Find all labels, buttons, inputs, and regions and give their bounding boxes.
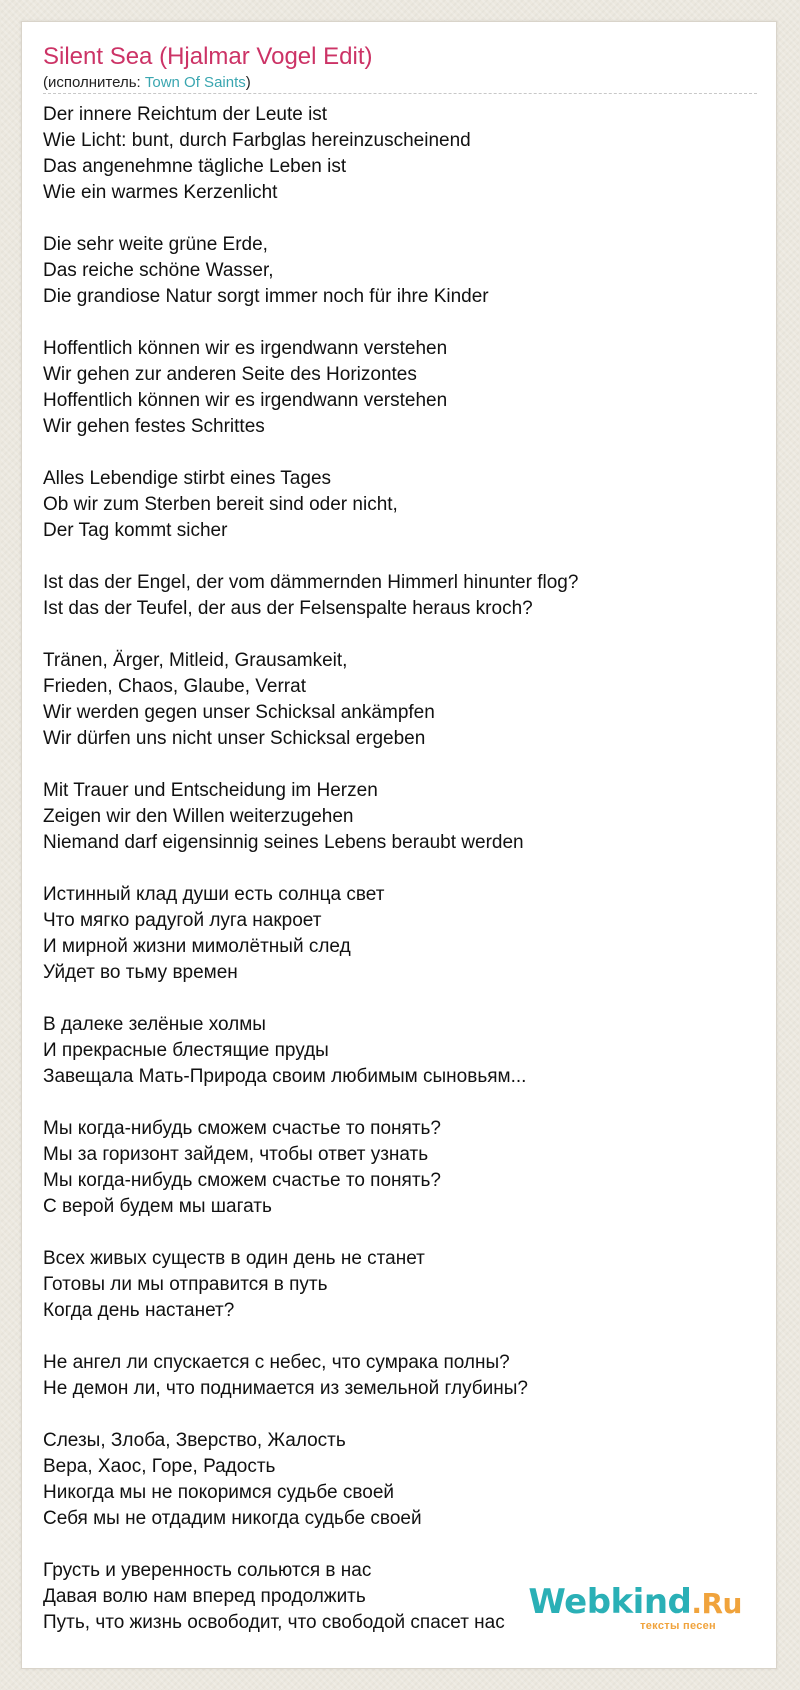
lyric-line: Tränen, Ärger, Mitleid, Grausamkeit,	[43, 650, 348, 671]
lyric-line: Не демон ли, что поднимается из земельной глубины?	[43, 1378, 528, 1399]
lyrics-card	[21, 21, 777, 1669]
title-divider	[43, 93, 757, 94]
lyric-line: Wir gehen zur anderen Seite des Horizontes	[43, 364, 417, 385]
stanza	[43, 648, 743, 752]
stanza	[43, 336, 743, 440]
lyric-line: Грусть и уверенность сольются в нас	[43, 1560, 372, 1581]
lyric-line: Wir werden gegen unser Schicksal ankämpfen	[43, 702, 435, 723]
stanza	[43, 1116, 743, 1220]
logo-tagline: тексты песен	[640, 1620, 716, 1632]
lyric-line: Die sehr weite grüne Erde,	[43, 234, 268, 255]
stanza	[43, 1246, 743, 1324]
stanza	[43, 1428, 743, 1532]
lyric-line: Слезы, Злоба, Зверство, Жалость	[43, 1430, 346, 1451]
lyric-line: Wie Licht: bunt, durch Farbglas hereinzuscheinend	[43, 130, 471, 151]
lyric-line: Путь, что жизнь освободит, что свободой спасет нас	[43, 1612, 505, 1633]
lyric-line: Alles Lebendige stirbt eines Tages	[43, 468, 332, 489]
stanza	[43, 778, 743, 856]
lyric-line: Das reiche schöne Wasser,	[43, 260, 274, 281]
logo-name: Webkind	[528, 1582, 692, 1622]
stanza	[43, 570, 743, 622]
performer-prefix: (исполнитель:	[43, 74, 145, 91]
performer-suffix: )	[245, 74, 251, 91]
lyric-line: Никогда мы не покоримся судьбе своей	[43, 1482, 395, 1503]
lyric-line: Hoffentlich können wir es irgendwann verstehen	[43, 390, 448, 411]
lyric-line: Wir gehen festes Schrittes	[43, 416, 265, 437]
lyric-line: Zeigen wir den Willen weiterzugehen	[43, 806, 354, 827]
lyric-line: Niemand darf eigensinnig seines Lebens beraubt werden	[43, 832, 524, 853]
lyric-line: Hoffentlich können wir es irgendwann verstehen	[43, 338, 448, 359]
lyric-line: С верой будем мы шагать	[43, 1196, 272, 1217]
lyric-line: Уйдет во тьму времен	[43, 962, 238, 983]
lyric-line: Frieden, Chaos, Glaube, Verrat	[43, 676, 306, 697]
logo-tld: .Ru	[691, 1587, 742, 1620]
lyric-line: Ist das der Engel, der vom dämmernden Himmerl hinunter flog?	[43, 572, 579, 593]
lyric-line: Wir dürfen uns nicht unser Schicksal ergeben	[43, 728, 426, 749]
lyrics-text	[43, 102, 743, 1662]
lyric-line: Готовы ли мы отправится в путь	[43, 1274, 328, 1295]
lyric-line: Вера, Хаос, Горе, Радость	[43, 1456, 276, 1477]
webkind-logo[interactable]	[528, 1582, 742, 1634]
song-title: Silent Sea (Hjalmar Vogel Edit)	[43, 43, 373, 70]
stanza	[43, 1350, 743, 1402]
lyric-line: Wie ein warmes Kerzenlicht	[43, 182, 278, 203]
lyric-line: Die grandiose Natur sorgt immer noch für ihre Kinder	[43, 286, 489, 307]
lyric-line: Не ангел ли спускается с небес, что сумрака полны?	[43, 1352, 510, 1373]
lyric-line: Всех живых существ в один день не станет	[43, 1248, 425, 1269]
stanza	[43, 882, 743, 986]
stanza	[43, 102, 743, 206]
lyric-line: Ist das der Teufel, der aus der Felsenspalte heraus kroch?	[43, 598, 533, 619]
lyric-line: Завещала Мать-Природа своим любимым сыновьям...	[43, 1066, 527, 1087]
lyric-line: И прекрасные блестящие пруды	[43, 1040, 329, 1061]
lyric-line: В далеке зелёные холмы	[43, 1014, 266, 1035]
lyric-line: Что мягко радугой луга накроет	[43, 910, 322, 931]
stanza	[43, 466, 743, 544]
lyric-line: Mit Trauer und Entscheidung im Herzen	[43, 780, 378, 801]
lyric-line: Мы когда-нибудь сможем счастье то понять?	[43, 1170, 441, 1191]
lyric-line: Der innere Reichtum der Leute ist	[43, 104, 328, 125]
artist-link[interactable]: Town Of Saints	[144, 74, 246, 91]
lyric-line: Ob wir zum Sterben bereit sind oder nicht,	[43, 494, 398, 515]
stanza	[43, 232, 743, 310]
stanza	[43, 1012, 743, 1090]
lyric-line: Давая волю нам вперед продолжить	[43, 1586, 366, 1607]
lyric-line: Der Tag kommt sicher	[43, 520, 228, 541]
lyric-line: Das angenehmne tägliche Leben ist	[43, 156, 347, 177]
lyric-line: Себя мы не отдадим никогда судьбе своей	[43, 1508, 422, 1529]
lyric-line: Мы когда-нибудь сможем счастье то понять?	[43, 1118, 441, 1139]
lyric-line: Истинный клад души есть солнца свет	[43, 884, 385, 905]
lyric-line: И мирной жизни мимолётный след	[43, 936, 351, 957]
lyric-line: Мы за горизонт зайдем, чтобы ответ узнать	[43, 1144, 429, 1165]
lyric-line: Когда день настанет?	[43, 1300, 235, 1321]
performer-line	[43, 73, 251, 93]
logo-wordmark	[528, 1582, 742, 1624]
